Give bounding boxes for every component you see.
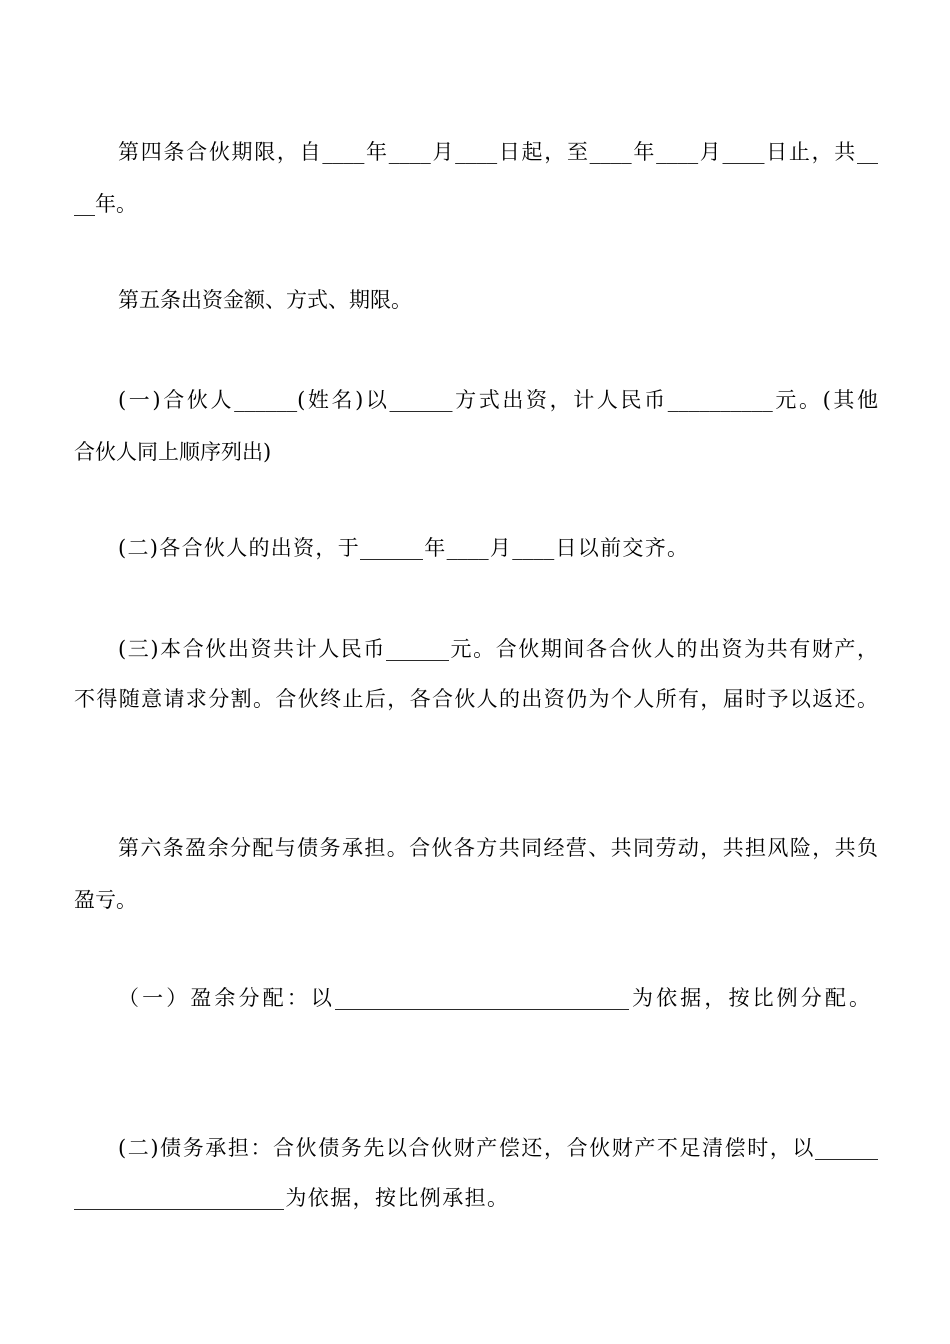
- article6-heading-line1: 第六条盈余分配与债务承担。合伙各方共同经营、共同劳动，共担风险，共负: [118, 836, 878, 860]
- article5-item3-line1: (三)本合伙出资共计人民币______元。合伙期间各合伙人的出资为共有财产，: [118, 637, 878, 661]
- article6-item2-line2: ____________________为依据，按比例承担。: [74, 1186, 508, 1210]
- article5-item3-line2: 不得随意请求分割。合伙终止后，各合伙人的出资仍为个人所有，届时予以返还。: [74, 687, 878, 711]
- article5-item1-line2: 合伙人同上顺序列出): [74, 440, 272, 464]
- article5-item2: (二)各合伙人的出资，于______年____月____日以前交齐。: [118, 536, 688, 560]
- article6-heading-line2: 盈亏。: [74, 888, 137, 912]
- article6-item2-line1: (二)债务承担：合伙债务先以合伙财产偿还，合伙财产不足清偿时，以______: [118, 1136, 878, 1160]
- article5-heading: 第五条出资金额、方式、期限。: [118, 288, 412, 312]
- article6-item1: （一）盈余分配：以____________________________为依据，按比例分配。: [118, 986, 870, 1010]
- article4-line1: 第四条合伙期限，自____年____月____日起，至____年____月____日止，共__: [118, 140, 878, 164]
- article5-item1-line1: (一)合伙人______(姓名)以______方式出资，计人民币__________元。(其他: [118, 388, 878, 412]
- article4-line2: __年。: [74, 192, 137, 216]
